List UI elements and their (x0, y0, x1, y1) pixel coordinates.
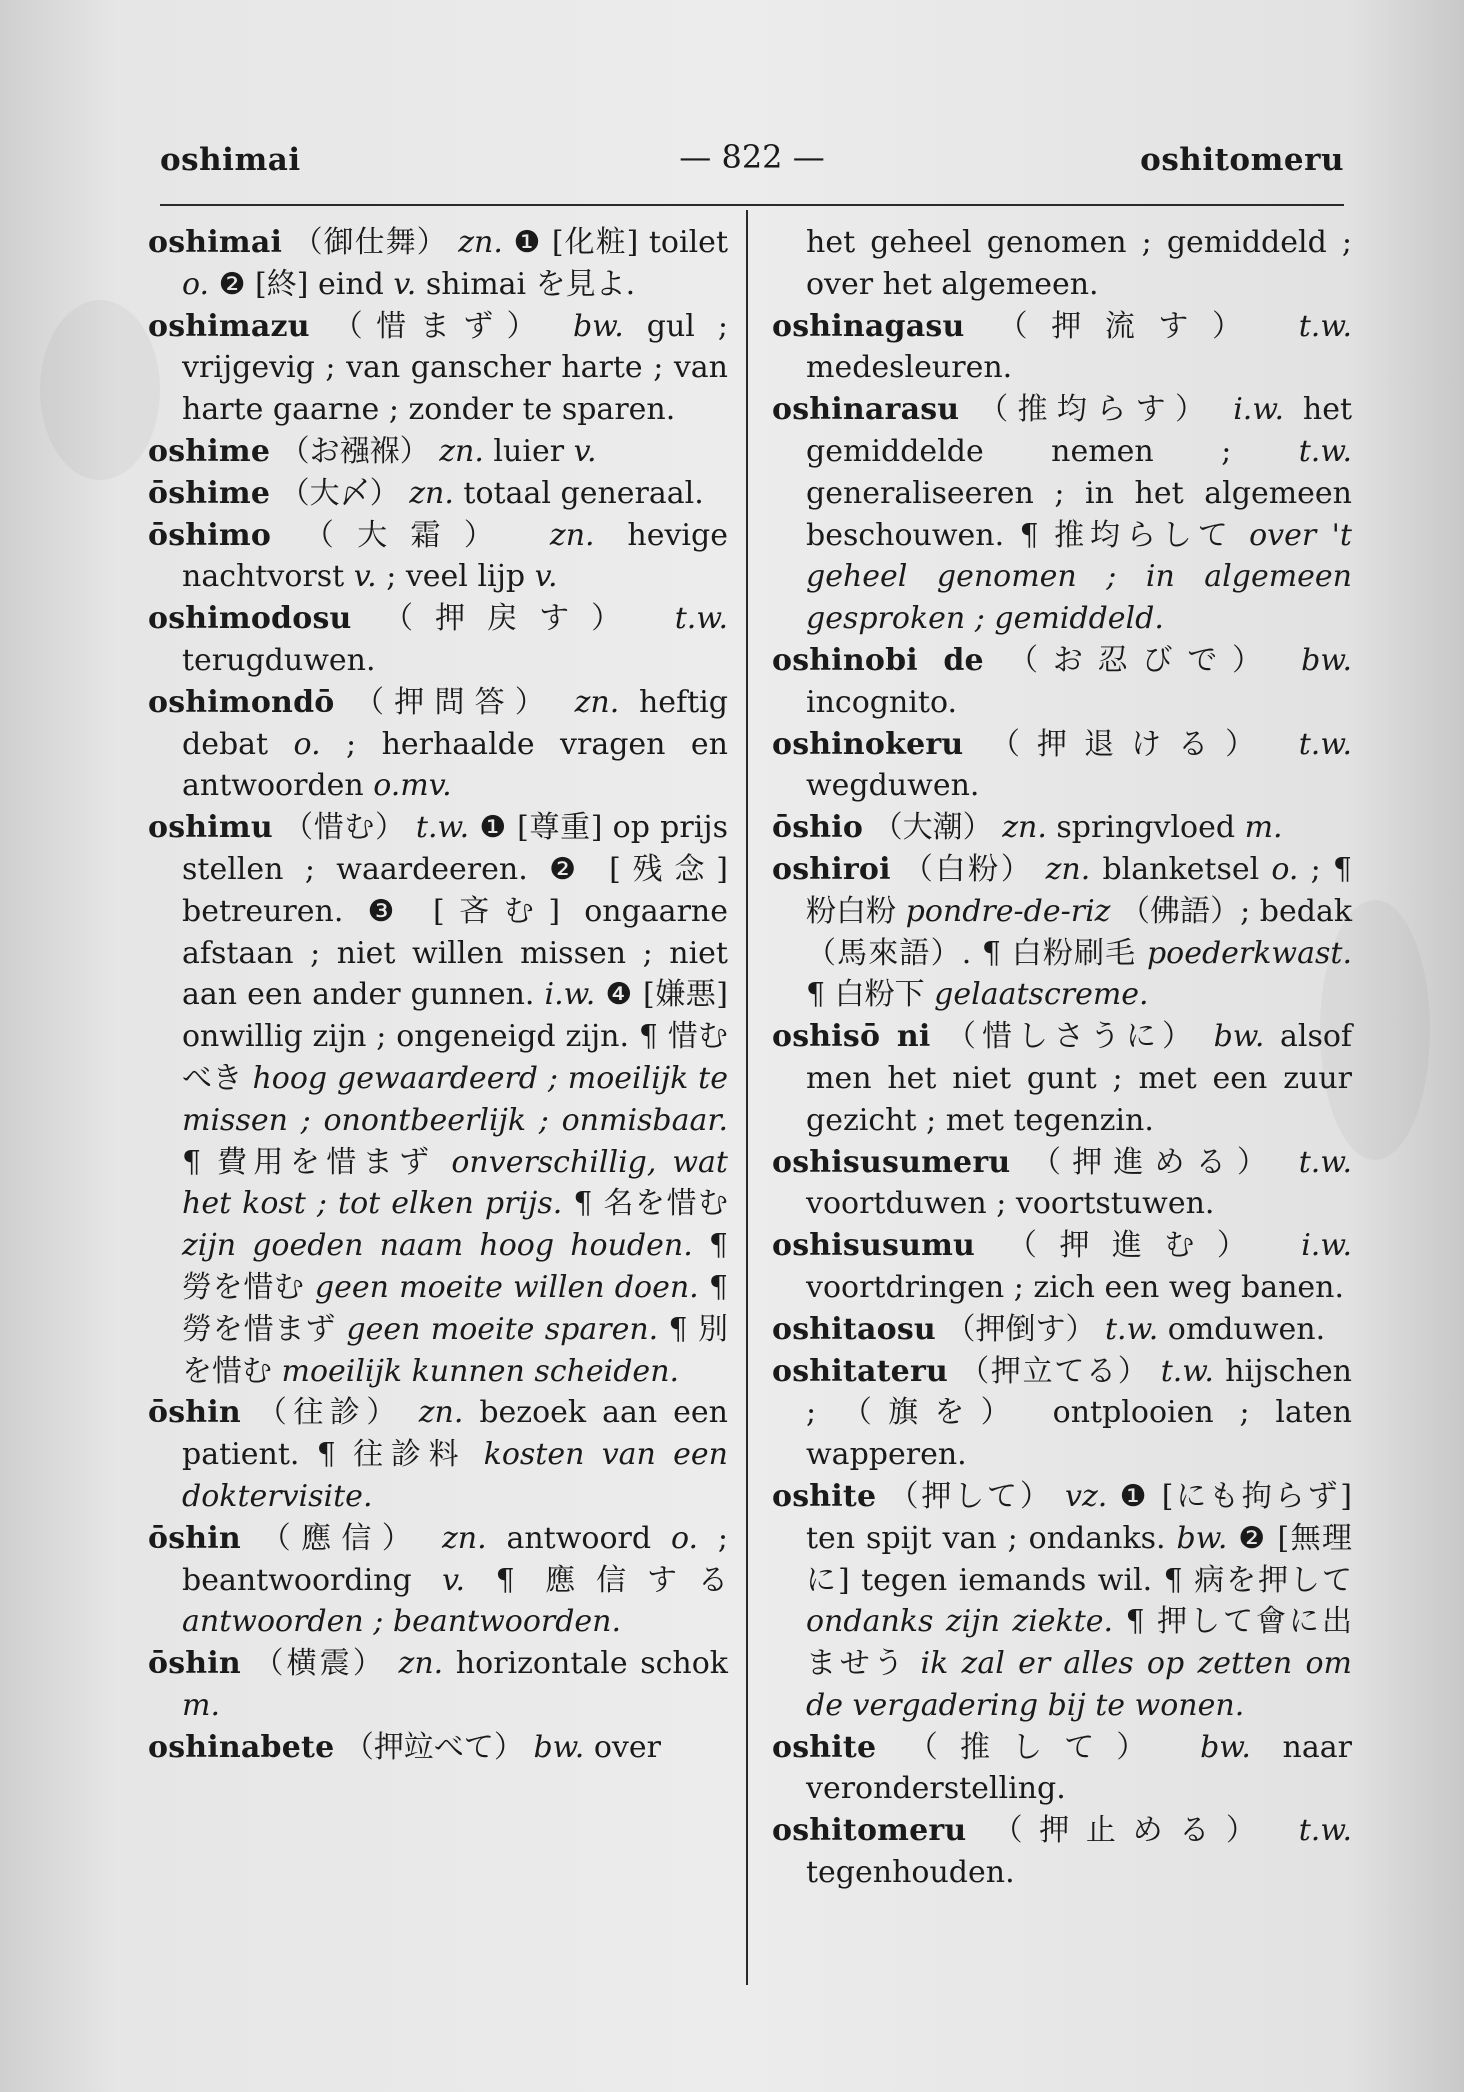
dictionary-entry: ōshime （大〆） zn. totaal generaal. (148, 475, 704, 511)
dictionary-entry: oshitaosu （押倒す） t.w. omduwen. (772, 1311, 1326, 1347)
dictionary-entry: oshitateru （押立てる） t.w. hijschen ; （旗を） ontplooien ; laten wapperen. (772, 1353, 1352, 1473)
dictionary-entry: oshinokeru （押退ける） t.w. wegduwen. (772, 726, 1352, 804)
dictionary-entry: oshiroi （白粉） zn. blanketsel o. ; ¶ 粉白粉 pondre-de-riz （佛語）; bedak （馬來語）. ¶ 白粉刷毛 poederkwast. ¶ 白粉下 gelaatscreme. (772, 851, 1353, 1013)
dictionary-entry: oshimondō （押問答） zn. heftig debat o. ; herhaalde vragen en antwoorden o.mv. (148, 684, 729, 804)
dictionary-entry: oshimai （御仕舞） zn. ❶ [化粧] toilet o. ❷ [終] eind v. shimai を見よ. (148, 225, 728, 302)
dictionary-entry: oshinabete （押竝べて） bw. over (148, 1729, 661, 1765)
dictionary-entry: het geheel genomen ; gemiddeld ; over het algemeen. (806, 225, 1352, 302)
dictionary-entry: ōshin （横震） zn. horizontale schok m. (148, 1646, 728, 1723)
dictionary-entry: oshimodosu （押戻す） t.w. terugduwen. (148, 601, 728, 678)
left-column (148, 222, 728, 1768)
dictionary-entry: oshisusumeru （押進める） t.w. voortduwen ; voortstuwen. (772, 1144, 1352, 1222)
dictionary-entry: oshitomeru （押止める） t.w. tegenhouden. (772, 1813, 1352, 1891)
header-rule (160, 204, 1344, 206)
dictionary-entry: oshisusumu （押進む） i.w. voortdringen ; zich een weg banen. (772, 1228, 1352, 1305)
paper-stain (40, 300, 160, 480)
dictionary-entry: oshimu （惜む） t.w. ❶ [尊重] op prijs stellen ; waardeeren. ❷ [残念] betreuren. ❸ [吝む] ongaarne afstaan ; niet willen missen ; niet aan een ander gunnen. i.w. ❹ [嫌悪] onwillig zijn ; ongeneigd zijn. ¶ 惜むべき hoog gewaardeerd ; moeilijk te missen ; onontbeerlijk ; onmisbaar. ¶ 費用を惜まず onverschillig, wat het kost ; tot elken prijs. ¶ 名を惜む zijn goeden naam hoog houden. ¶ 勞を惜む geen moeite willen doen. ¶ 勞を惜まず geen moeite sparen. ¶ 別を惜む moeilijk kunnen scheiden. (148, 810, 728, 1389)
dictionary-entry: oshisō ni （惜しさうに） bw. alsof men het niet gunt ; met een zuur gezicht ; met tegenzin. (772, 1019, 1353, 1138)
dictionary-entry: oshime （お襁褓） zn. luier v. (148, 433, 597, 469)
dictionary-entry: oshinobi de （お忍びで） bw. incognito. (772, 642, 1352, 720)
header-left-guide-word: oshimai (160, 142, 301, 178)
dictionary-entry: oshite （推して） bw. naar veronderstelling. (772, 1729, 1352, 1807)
dictionary-entry: ōshin （往診） zn. bezoek aan een patient. ¶ 往診料 kosten van een doktervisite. (148, 1395, 728, 1514)
page-number: — 822 — (679, 138, 825, 176)
dictionary-entry: oshinagasu （押流す） t.w. medesleuren. (772, 308, 1352, 386)
dictionary-entry: oshite （押して） vz. ❶ [にも拘らず] ten spijt van ; ondanks. bw. ❷ [無理に] tegen iemands wil. ¶ 病を押して ondanks zijn ziekte. ¶ 押して會に出ませう ik zal er alles op zetten om de vergadering bij te wonen. (772, 1478, 1353, 1723)
dictionary-entry: oshimazu （惜まず） bw. gul ; vrijgevig ; van ganscher harte ; van harte gaarne ; zonder te sparen. (148, 308, 728, 428)
running-header (160, 138, 1344, 190)
dictionary-entry: oshinarasu （推均らす） i.w. het gemiddelde nemen ; t.w. generaliseeren ; in het algemeen beschouwen. ¶ 推均らして over 't geheel genomen ; in algemeen gesproken ; gemiddeld. (772, 392, 1353, 637)
column-divider (746, 210, 748, 1985)
dictionary-entry: ōshimo （大霜） zn. hevige nachtvorst v. ; veel lijp v. (148, 517, 728, 595)
dictionary-entry: ōshin （應信） zn. antwoord o. ; beantwoording v. ¶ 應信する antwoorden ; beantwoorden. (148, 1520, 728, 1640)
dictionary-entry: ōshio （大潮） zn. springvloed m. (772, 810, 1283, 846)
right-column (772, 222, 1352, 1894)
header-right-guide-word: oshitomeru (1140, 142, 1344, 178)
